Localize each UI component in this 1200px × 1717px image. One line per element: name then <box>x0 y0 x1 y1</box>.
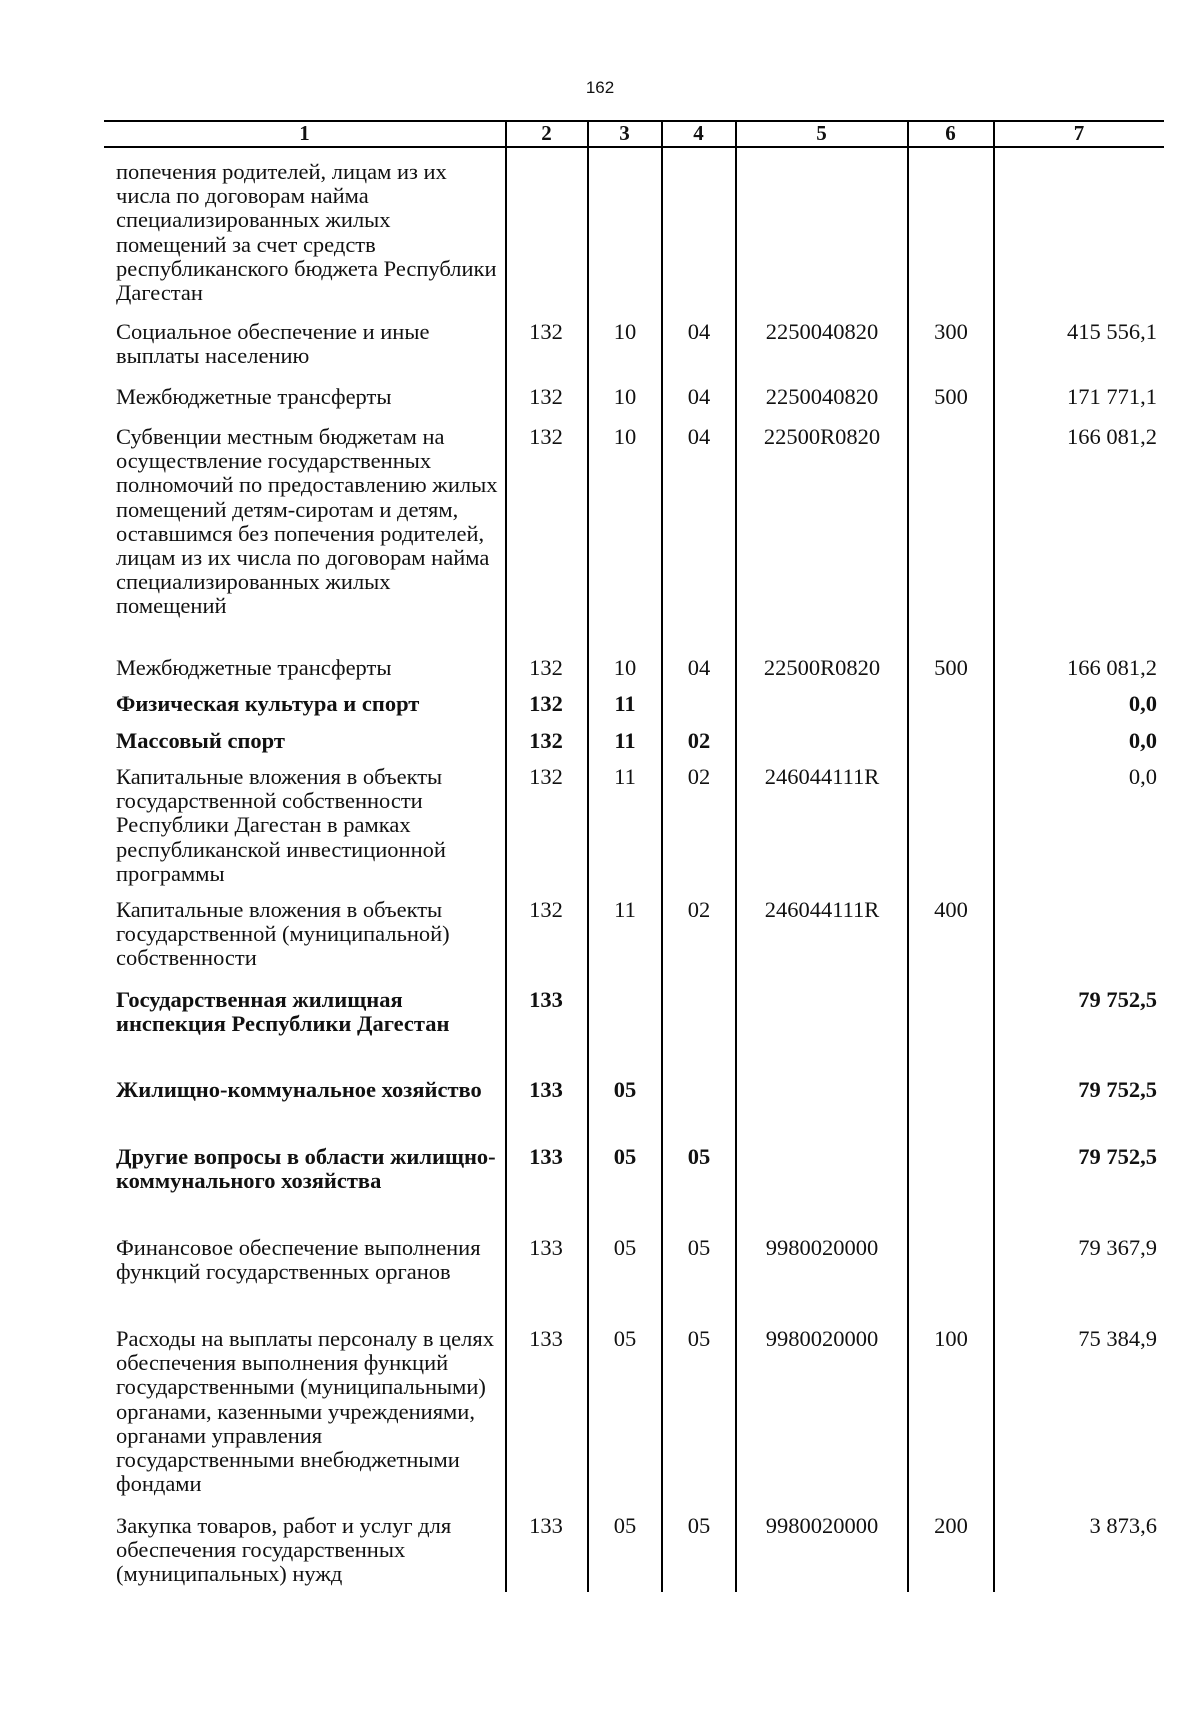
cell-amount: 166 081,2 <box>1067 424 1157 449</box>
cell-target-article: 2250040820 <box>765 384 879 409</box>
cell-amount: 79 367,9 <box>1078 1235 1157 1260</box>
row-description: Межбюджетные трансферты <box>116 655 392 680</box>
cell-target-article: 246044111R <box>764 764 880 789</box>
cell-target-article: 9980020000 <box>765 1513 879 1538</box>
column-header: 6 <box>945 121 956 145</box>
cell-amount: 0,0 <box>1128 691 1157 716</box>
cell-section: 11 <box>614 728 636 753</box>
cell-subsection: 05 <box>687 1326 711 1351</box>
column-header: 4 <box>693 121 704 145</box>
row-description: Субвенции местным бюджетам на осуществление государственных полномочий по предоставлению жилых помещений детям-сиротам и детям, оставшимся без попечения родителей, лицам из их числа по договорам найма специализированных жилых помещений <box>116 424 498 619</box>
cell-section: 05 <box>613 1513 637 1538</box>
cell-section: 05 <box>613 1235 637 1260</box>
cell-amount: 79 752,5 <box>1078 1077 1157 1102</box>
row-description: Социальное обеспечение и иные выплаты населению <box>116 319 430 369</box>
cell-amount: 415 556,1 <box>1067 319 1157 344</box>
cell-code: 133 <box>529 987 563 1012</box>
row-description: Капитальные вложения в объекты государственной собственности Республики Дагестан в рамках республиканской инвестиционной программы <box>116 764 446 886</box>
cell-subsection: 04 <box>687 424 711 449</box>
row-description: Межбюджетные трансферты <box>116 384 392 409</box>
cell-code: 133 <box>529 1326 563 1351</box>
cell-section: 11 <box>614 897 636 922</box>
cell-section: 11 <box>614 764 636 789</box>
cell-amount: 0,0 <box>1128 728 1157 753</box>
row-description: Закупка товаров, работ и услуг для обеспечения государственных (муниципальных) нужд <box>116 1513 452 1587</box>
cell-target-article: 2250040820 <box>765 319 879 344</box>
cell-section: 05 <box>613 1077 637 1102</box>
row-description: Капитальные вложения в объекты государственной (муниципальной) собственности <box>116 897 450 971</box>
cell-expense-type: 200 <box>934 1513 968 1538</box>
cell-expense-type: 500 <box>934 655 968 680</box>
cell-section: 05 <box>613 1144 637 1169</box>
cell-section: 10 <box>613 384 637 409</box>
cell-subsection: 04 <box>687 384 711 409</box>
row-description: Массовый спорт <box>116 728 285 753</box>
column-header: 7 <box>1073 121 1085 145</box>
column-header: 1 <box>299 121 310 145</box>
cell-subsection: 02 <box>687 764 711 789</box>
cell-section: 05 <box>613 1326 637 1351</box>
cell-amount: 75 384,9 <box>1078 1326 1157 1351</box>
header-bottom-rule <box>104 146 1164 148</box>
cell-expense-type: 400 <box>934 897 968 922</box>
page-number: 162 <box>585 78 615 97</box>
cell-amount: 79 752,5 <box>1078 987 1157 1012</box>
cell-subsection: 05 <box>687 1513 711 1538</box>
row-description: попечения родителей, лицам из их числа по договорам найма специализированных жилых помещений за счет средств республиканского бюджета Республики Дагестан <box>116 159 497 306</box>
cell-code: 133 <box>529 1144 563 1169</box>
cell-amount: 0,0 <box>1128 764 1157 789</box>
cell-subsection: 05 <box>687 1235 711 1260</box>
cell-target-article: 246044111R <box>764 897 880 922</box>
cell-code: 133 <box>529 1235 563 1260</box>
row-description: Государственная жилищная инспекция Республики Дагестан <box>116 987 450 1037</box>
cell-amount: 3 873,6 <box>1089 1513 1157 1538</box>
cell-subsection: 05 <box>687 1144 711 1169</box>
cell-code: 132 <box>529 319 563 344</box>
cell-expense-type: 300 <box>934 319 968 344</box>
cell-subsection: 04 <box>687 319 711 344</box>
cell-section: 10 <box>613 655 637 680</box>
row-description: Финансовое обеспечение выполнения функций государственных органов <box>116 1235 481 1285</box>
cell-subsection: 04 <box>687 655 711 680</box>
cell-code: 132 <box>529 897 563 922</box>
cell-section: 11 <box>614 691 636 716</box>
cell-code: 132 <box>529 655 563 680</box>
row-description: Расходы на выплаты персоналу в целях обеспечения выполнения функций государственными (муниципальными) органами, казенными учреждениями, органами управления государственными внебюджетными фондами <box>116 1326 494 1497</box>
cell-target-article: 9980020000 <box>765 1326 879 1351</box>
cell-target-article: 22500R0820 <box>763 655 881 680</box>
cell-amount: 171 771,1 <box>1067 384 1157 409</box>
cell-target-article: 9980020000 <box>765 1235 879 1260</box>
cell-section: 10 <box>613 319 637 344</box>
column-header: 3 <box>619 121 630 145</box>
column-header: 2 <box>541 121 552 145</box>
cell-code: 133 <box>529 1077 563 1102</box>
column-header: 5 <box>816 121 827 145</box>
cell-expense-type: 100 <box>934 1326 968 1351</box>
cell-amount: 166 081,2 <box>1067 655 1157 680</box>
cell-subsection: 02 <box>687 728 711 753</box>
row-description: Физическая культура и спорт <box>116 691 420 716</box>
cell-expense-type: 500 <box>934 384 968 409</box>
cell-code: 132 <box>529 691 563 716</box>
cell-code: 132 <box>529 764 563 789</box>
cell-code: 133 <box>529 1513 563 1538</box>
cell-code: 132 <box>529 728 563 753</box>
row-description: Другие вопросы в области жилищно-коммунального хозяйства <box>116 1144 496 1194</box>
cell-target-article: 22500R0820 <box>763 424 881 449</box>
cell-section: 10 <box>613 424 637 449</box>
cell-subsection: 02 <box>687 897 711 922</box>
row-description: Жилищно-коммунальное хозяйство <box>116 1077 482 1102</box>
cell-code: 132 <box>529 384 563 409</box>
cell-code: 132 <box>529 424 563 449</box>
cell-amount: 79 752,5 <box>1078 1144 1157 1169</box>
